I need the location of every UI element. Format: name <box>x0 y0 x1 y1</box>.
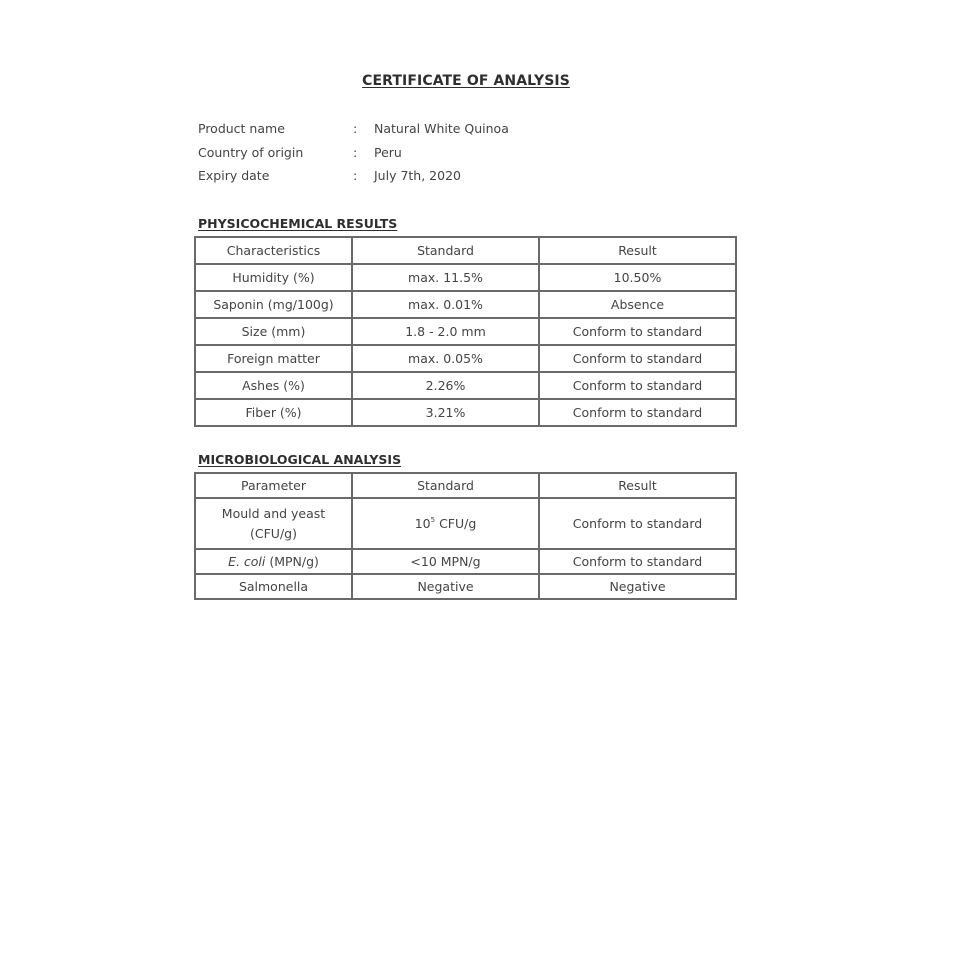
table-cell <box>195 549 352 574</box>
mould-standard-unit: CFU/g <box>435 516 477 531</box>
table-cell: Foreign matter <box>195 345 352 372</box>
table-cell: Negative <box>539 574 736 599</box>
table-cell: max. 0.01% <box>352 291 539 318</box>
colon: : <box>353 121 358 136</box>
mould-param-line2: (CFU/g) <box>250 525 297 541</box>
table-cell: Conform to standard <box>539 372 736 399</box>
ecoli-param-unit: (MPN/g) <box>265 554 319 569</box>
table-cell: 10.50% <box>539 264 736 291</box>
table-cell <box>195 498 352 549</box>
table-cell: Conform to standard <box>539 549 736 574</box>
header-cell: Result <box>539 237 736 264</box>
colon: : <box>353 144 358 160</box>
table-cell: Ashes (%) <box>195 372 352 399</box>
table-row <box>195 264 736 291</box>
header-cell: Standard <box>352 473 539 498</box>
table-row <box>195 549 736 574</box>
table-cell: Conform to standard <box>539 345 736 372</box>
expiry-label: Expiry date <box>198 168 270 183</box>
table-cell: <10 MPN/g <box>352 549 539 574</box>
table-cell: Conform to standard <box>539 498 736 549</box>
colon: : <box>353 168 358 183</box>
mould-param-line1: Mould and yeast <box>221 505 326 521</box>
table-cell: max. 0.05% <box>352 345 539 372</box>
product-name-row <box>198 121 509 145</box>
table-cell: 1.8 - 2.0 mm <box>352 318 539 345</box>
certificate-title: CERTIFICATE OF ANALYSIS <box>362 73 570 89</box>
table-row <box>195 574 736 599</box>
product-info <box>198 121 509 192</box>
microbiological-title: MICROBIOLOGICAL ANALYSIS <box>198 452 402 467</box>
table-cell: Conform to standard <box>539 318 736 345</box>
country-value: Peru <box>374 144 402 160</box>
product-name-label: Product name <box>198 121 285 136</box>
table-cell: Humidity (%) <box>195 264 352 291</box>
table-cell: Negative <box>352 574 539 599</box>
country-label: Country of origin <box>198 144 304 160</box>
expiry-row <box>198 168 509 192</box>
table-cell: Size (mm) <box>195 318 352 345</box>
mould-standard-exponent: 5 <box>430 516 436 524</box>
table-row <box>195 372 736 399</box>
table-row <box>195 318 736 345</box>
country-row <box>198 145 509 169</box>
table-cell <box>352 498 539 549</box>
header-cell: Standard <box>352 237 539 264</box>
table-row <box>195 399 736 426</box>
expiry-value: July 7th, 2020 <box>374 168 461 183</box>
microbiological-table <box>194 472 737 600</box>
header-cell: Characteristics <box>195 237 352 264</box>
table-cell: Fiber (%) <box>195 399 352 426</box>
table-cell: Salmonella <box>195 574 352 599</box>
ecoli-param-name: E. coli <box>228 554 266 569</box>
table-header-row <box>195 473 736 498</box>
table-header-row <box>195 237 736 264</box>
header-cell: Result <box>539 473 736 498</box>
table-cell: 2.26% <box>352 372 539 399</box>
table-cell: Saponin (mg/100g) <box>195 291 352 318</box>
table-row <box>195 498 736 549</box>
physicochemical-table <box>194 236 737 427</box>
physicochemical-title: PHYSICOCHEMICAL RESULTS <box>198 216 398 231</box>
table-cell: Absence <box>539 291 736 318</box>
table-cell: 3.21% <box>352 399 539 426</box>
mould-standard-base: 10 <box>414 516 431 531</box>
header-cell: Parameter <box>195 473 352 498</box>
table-row <box>195 291 736 318</box>
product-name-value: Natural White Quinoa <box>374 121 509 136</box>
table-row <box>195 345 736 372</box>
table-cell: max. 11.5% <box>352 264 539 291</box>
table-cell: Conform to standard <box>539 399 736 426</box>
